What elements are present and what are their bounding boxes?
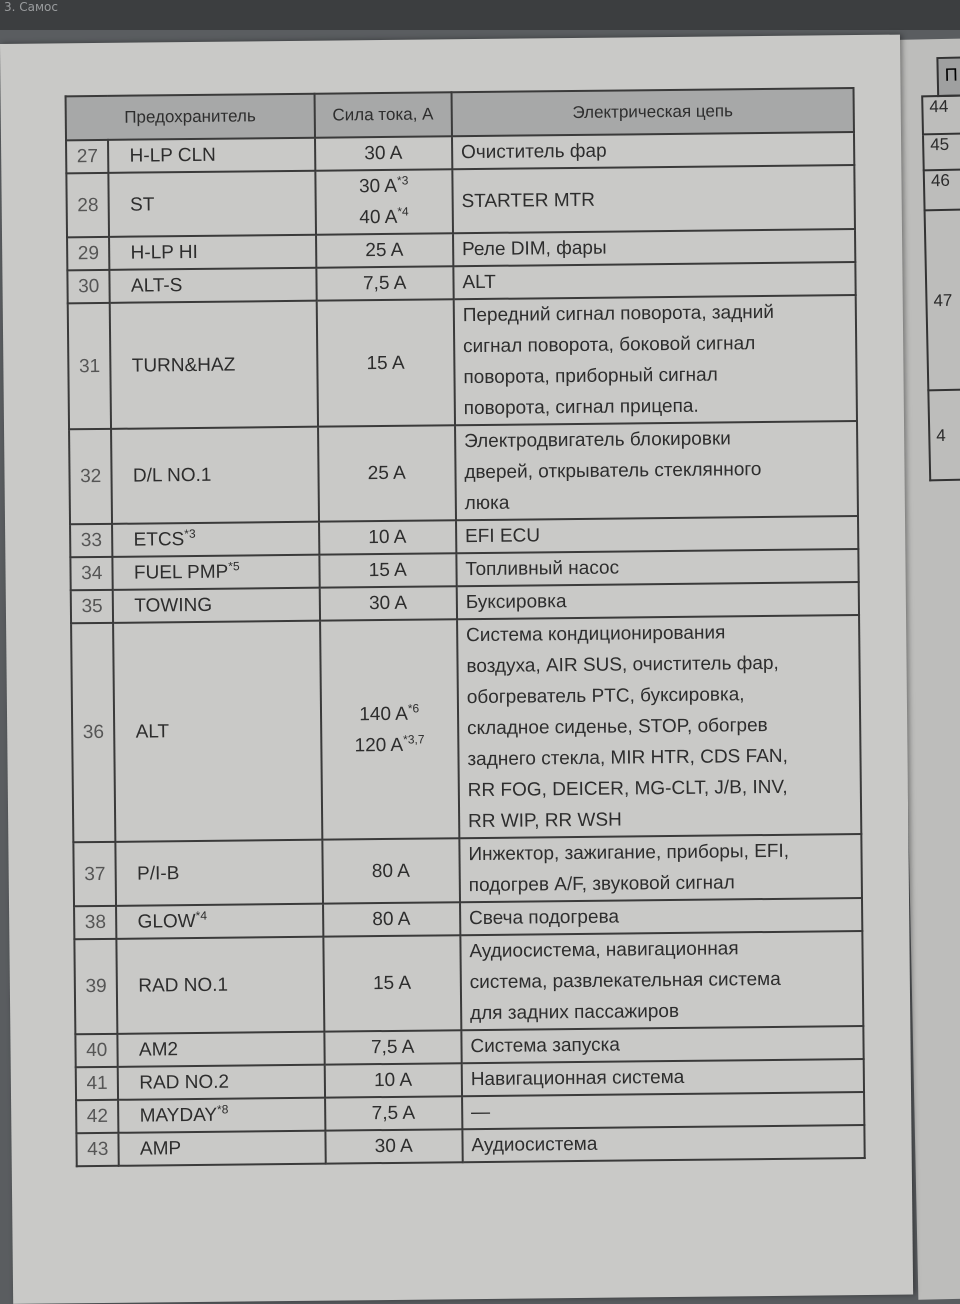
table-row xyxy=(68,295,857,429)
footnote-marker: *3 xyxy=(396,173,409,188)
fuse-name-text: ST xyxy=(130,193,155,216)
fuse-current xyxy=(319,553,457,587)
footnote-marker: *3,7 xyxy=(403,731,425,746)
footnote-marker: *4 xyxy=(397,204,409,219)
adjacent-row: 46 xyxy=(923,170,960,211)
circuit-text-line: Свеча подогрева xyxy=(468,906,620,930)
circuit-text-line: система, развлекательная система xyxy=(469,968,781,994)
fuse-name-text: D/L NO.1 xyxy=(132,464,212,487)
fuse-name-text: RAD NO.1 xyxy=(138,974,229,997)
fuse-name xyxy=(118,1032,324,1067)
circuit-text-line: Система запуска xyxy=(470,1034,620,1058)
fuse-circuit xyxy=(457,615,861,838)
fuse-number: 43 xyxy=(76,1133,119,1166)
current-value: 25 A xyxy=(365,239,404,262)
fuse-number: 28 xyxy=(66,173,109,237)
fuse-name xyxy=(113,621,321,842)
circuit-text-line: Буксировка xyxy=(465,591,567,614)
fuse-name-text: AM2 xyxy=(138,1039,179,1061)
current-value: 80 A xyxy=(371,860,411,882)
current-value: 140 $A^{*6}$ xyxy=(359,700,420,725)
circuit-text-line: EFI ECU xyxy=(464,525,541,548)
fuse-current xyxy=(318,425,456,521)
fuse-name-text: MAYDAY xyxy=(139,1104,218,1127)
fuse-circuit xyxy=(462,1125,864,1162)
circuit-text-line: Передний сигнал поворота, задний xyxy=(462,301,775,327)
fuse-circuit xyxy=(459,834,862,902)
fuse-name-text: ETCS xyxy=(133,529,185,551)
fuse-name xyxy=(113,588,319,623)
fuse-name-text: ALT xyxy=(135,721,170,743)
fuse-number: 38 xyxy=(74,906,117,939)
table-row xyxy=(69,421,858,524)
current-value: 30 A xyxy=(374,1135,413,1158)
fuse-number: 34 xyxy=(70,557,113,590)
adjacent-row: 4 xyxy=(927,390,960,481)
circuit-text-line: Аудиосистема xyxy=(471,1133,598,1157)
fuse-current xyxy=(316,233,454,267)
fuse-circuit xyxy=(456,516,858,553)
circuit-text-line: Система кондиционирования xyxy=(466,622,726,647)
fuse-circuit xyxy=(457,582,859,619)
fuse-number: 35 xyxy=(71,590,114,623)
circuit-text-line: RR FOG, DEICER, MG-CLT, J/B, INV, xyxy=(467,776,788,802)
fuse-name xyxy=(116,840,323,906)
current-value: 25 A xyxy=(367,462,406,485)
fuse-circuit xyxy=(454,295,857,425)
table-row xyxy=(66,165,855,237)
header-fuse: Предохранитель xyxy=(66,94,315,141)
document-page xyxy=(0,35,913,1304)
fuse-current xyxy=(325,1096,463,1130)
fuse-name xyxy=(110,301,317,429)
fuse-name xyxy=(119,1131,325,1166)
circuit-text-line: — xyxy=(470,1101,491,1124)
circuit-text-line: подогрев A/F, звуковой сигнал xyxy=(468,872,735,897)
fuse-number: 27 xyxy=(66,140,109,173)
circuit-text-line: Электродвигатель блокировки xyxy=(463,428,731,453)
footnote-marker: *3 xyxy=(184,526,196,541)
footnote-marker: *4 xyxy=(195,908,208,923)
fuse-current xyxy=(319,520,457,554)
circuit-text-line: Инжектор, зажигание, приборы, EFI, xyxy=(468,840,790,866)
fuse-current xyxy=(324,1063,462,1097)
fuse-number: 29 xyxy=(67,237,110,270)
adjacent-row: 47 xyxy=(924,210,960,391)
circuit-text-line: заднего стекла, MIR HTR, CDS FAN, xyxy=(467,745,788,771)
fuse-number: 40 xyxy=(75,1034,118,1067)
current-value: 30 A xyxy=(368,592,408,615)
fuse-current xyxy=(323,902,461,936)
circuit-text-line: Аудиосистема, навигационная xyxy=(469,938,739,963)
fuse-name xyxy=(118,1065,324,1100)
adjacent-row: 45 xyxy=(922,134,960,171)
fuse-name xyxy=(110,268,316,303)
fuse-circuit xyxy=(453,262,855,299)
circuit-text-line: сигнал поворота, боковой сигнал xyxy=(462,333,756,358)
fuse-name xyxy=(116,904,322,939)
fuse-table xyxy=(65,87,866,1167)
fuse-number: 41 xyxy=(76,1067,119,1100)
fuse-current xyxy=(324,1030,462,1064)
fuse-current xyxy=(322,838,460,903)
fuse-number: 32 xyxy=(69,429,112,524)
footnote-marker: *5 xyxy=(228,559,240,574)
circuit-text-line: Очиститель фар xyxy=(460,140,607,164)
current-value: 7,5 A xyxy=(371,1102,416,1125)
fuse-name xyxy=(109,171,316,237)
fuse-current xyxy=(323,935,461,1031)
fuse-name-text: GLOW xyxy=(137,910,196,933)
header-circuit: Электрическая цепь xyxy=(451,88,854,136)
table-row xyxy=(74,931,863,1034)
top-dark-strip xyxy=(0,0,960,30)
fuse-current xyxy=(325,1129,463,1163)
table-row xyxy=(76,1125,864,1166)
circuit-text-line: складное сиденье, STOP, обогрев xyxy=(466,714,768,740)
fuse-circuit xyxy=(455,421,858,520)
current-value: 10 A xyxy=(373,1069,413,1092)
circuit-text-line: люка xyxy=(464,492,510,515)
fuse-table-body xyxy=(66,132,865,1166)
fuse-number: 42 xyxy=(76,1100,119,1133)
fuse-current xyxy=(316,266,454,300)
circuit-text-line: Навигационная система xyxy=(470,1066,685,1091)
circuit-text-line: для задних пассажиров xyxy=(469,1000,680,1025)
header-current: Сила тока, А xyxy=(314,92,452,137)
fuse-number: 37 xyxy=(73,842,116,906)
fuse-current xyxy=(314,136,452,170)
fuse-current xyxy=(319,586,457,620)
footnote-marker: *8 xyxy=(216,1102,229,1117)
fuse-name-text: RAD NO.2 xyxy=(139,1071,230,1094)
circuit-text-line: STARTER MTR xyxy=(461,189,596,212)
table-row xyxy=(71,615,861,842)
top-edge-text: 3. Самос xyxy=(4,0,58,14)
fuse-number: 33 xyxy=(70,524,113,557)
fuse-name-text: ALT-S xyxy=(130,275,183,297)
fuse-name xyxy=(109,235,315,270)
current-value: 15 A xyxy=(366,352,405,374)
fuse-name xyxy=(111,427,318,524)
fuse-name-text: H-LP CLN xyxy=(129,144,216,167)
circuit-text-line: Реле DIM, фары xyxy=(461,237,607,261)
fuse-circuit xyxy=(456,549,858,586)
current-value: 10 A xyxy=(368,526,407,549)
current-value: 40 $A^{*4}$ xyxy=(359,204,409,229)
circuit-text-line: дверей, открыватель стеклянного xyxy=(464,459,762,484)
current-value: 7,5 A xyxy=(370,1036,415,1059)
fuse-circuit xyxy=(453,229,855,266)
fuse-circuit xyxy=(452,132,854,169)
fuse-circuit xyxy=(460,898,862,935)
fuse-name-text: H-LP HI xyxy=(130,241,198,264)
fuse-number: 30 xyxy=(67,270,110,303)
fuse-name-text: TURN&HAZ xyxy=(131,354,236,377)
current-value: 80 A xyxy=(372,908,411,931)
fuse-circuit xyxy=(452,165,855,233)
fuse-name xyxy=(108,138,314,173)
footnote-marker: *6 xyxy=(407,700,420,715)
fuse-name xyxy=(112,522,318,557)
fuse-name-text: TOWING xyxy=(134,594,213,617)
adjacent-page-header: П xyxy=(936,56,960,97)
current-value: 7,5 A xyxy=(362,272,407,295)
fuse-name-text: AMP xyxy=(139,1138,182,1160)
fuse-current xyxy=(320,619,460,839)
fuse-number: 36 xyxy=(71,623,116,842)
fuse-name xyxy=(118,1098,324,1133)
fuse-current xyxy=(315,169,453,234)
current-value: 15 A xyxy=(372,972,412,995)
current-value: 15 A xyxy=(368,559,407,582)
fuse-name-text: P/I-B xyxy=(137,862,180,885)
circuit-text-line: поворота, приборный сигнал xyxy=(463,364,718,389)
current-value: 30 $A^{*3}$ xyxy=(358,173,409,198)
current-value: 30 A xyxy=(364,142,403,165)
circuit-text-line: RR WIP, RR WSH xyxy=(467,809,622,833)
current-value: 120 A$^{*3,7}$ xyxy=(354,731,425,756)
fuse-circuit xyxy=(460,931,863,1030)
circuit-text-line: поворота, сигнал прицепа. xyxy=(463,395,699,420)
fuse-number: 39 xyxy=(74,939,117,1034)
fuse-circuit xyxy=(462,1059,864,1096)
table-row xyxy=(73,834,862,906)
adjacent-row: 44 xyxy=(921,94,960,135)
fuse-number: 31 xyxy=(68,303,112,429)
fuse-name xyxy=(117,937,324,1034)
fuse-name xyxy=(113,555,319,590)
fuse-circuit xyxy=(461,1026,863,1063)
fuse-circuit xyxy=(462,1092,864,1129)
circuit-text-line: воздуха, AIR SUS, очиститель фар, xyxy=(466,652,779,678)
fuse-name-text: FUEL PMP xyxy=(133,561,229,584)
circuit-text-line: Топливный насос xyxy=(465,557,620,581)
circuit-text-line: обогреватель PTC, буксировка, xyxy=(466,684,745,709)
fuse-current xyxy=(316,299,455,426)
circuit-text-line: ALT xyxy=(462,271,496,294)
